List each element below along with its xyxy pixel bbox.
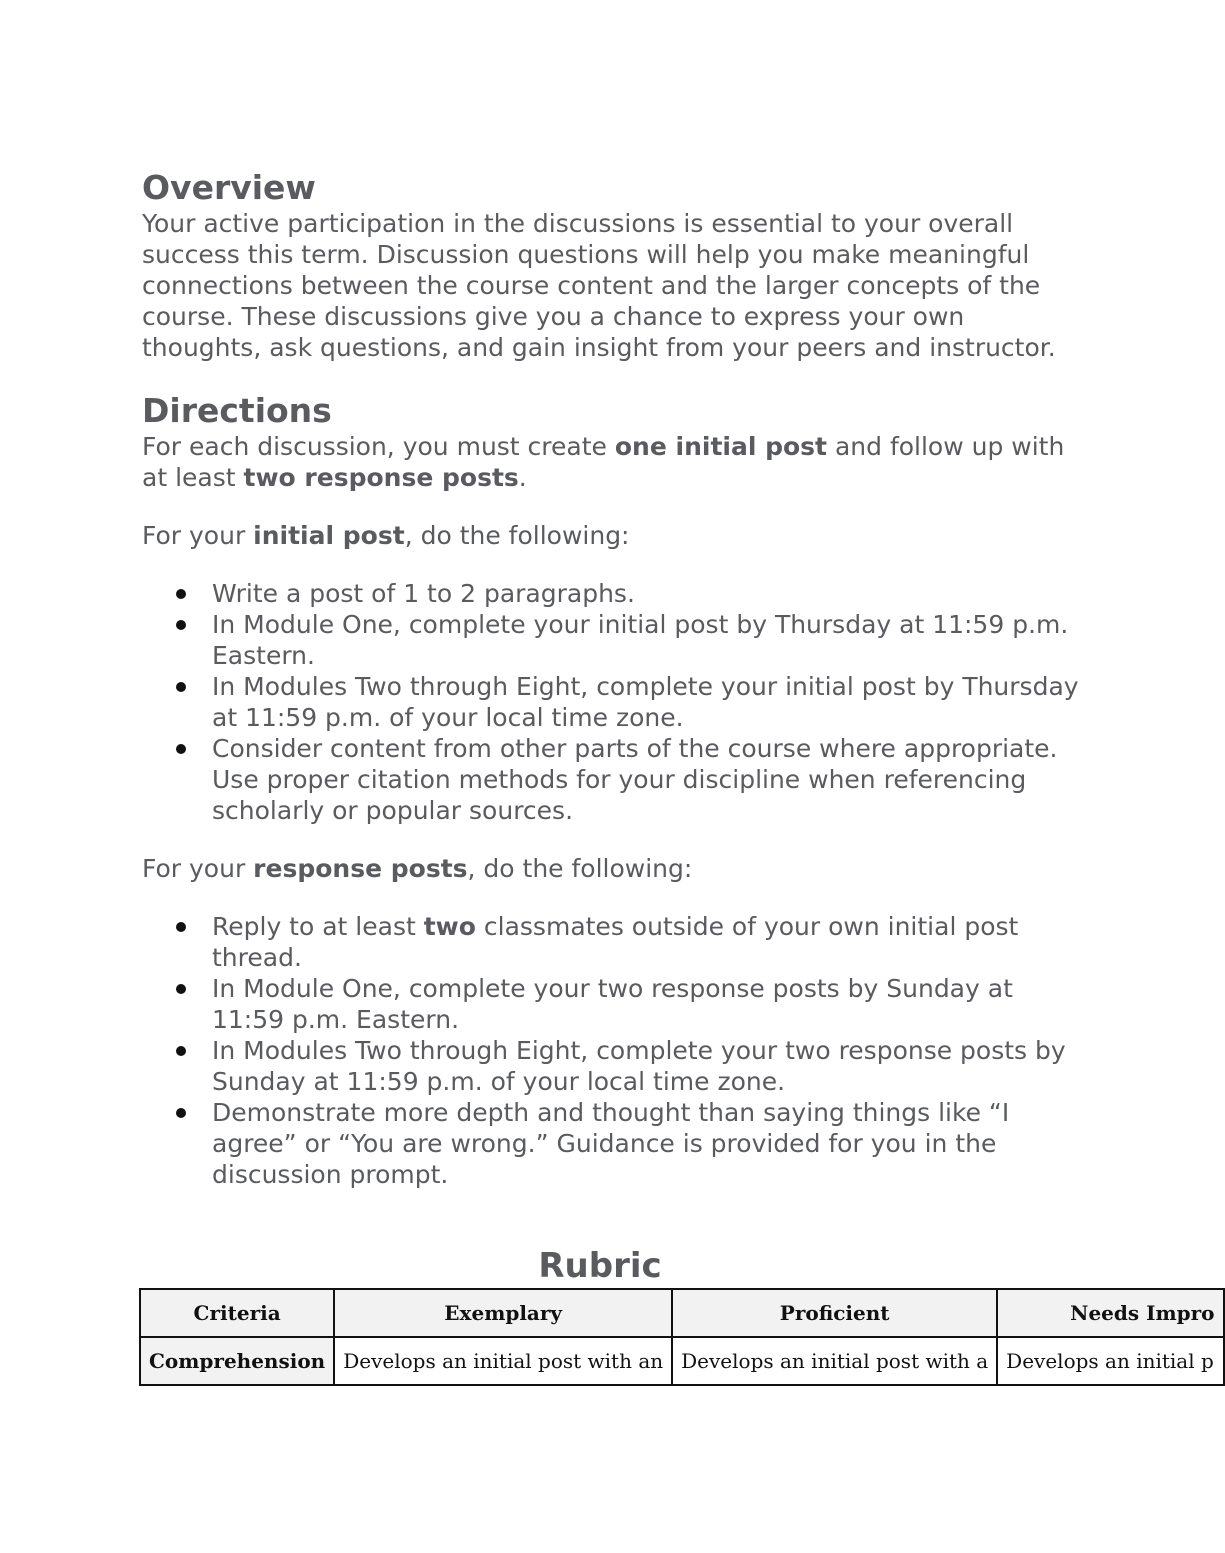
bullet-icon: [176, 589, 186, 599]
response-post-lead: [142, 853, 1082, 884]
response-lead-text: , do the following:: [467, 854, 693, 883]
list-item-text: In Module One, complete your initial post by Thursday at 11:59 p.m. Eastern.: [212, 610, 1069, 670]
column-header-needs-improvement: Needs Impro: [997, 1289, 1223, 1337]
criteria-cell: Comprehension: [140, 1337, 334, 1385]
directions-intro-bold: one initial post: [614, 432, 828, 461]
column-header-exemplary: Exemplary: [334, 1289, 672, 1337]
list-item: [142, 578, 1082, 609]
list-item-text: Reply to at least: [212, 912, 424, 941]
list-item: [142, 733, 1082, 826]
exemplary-cell: Develops an initial post with an: [334, 1337, 672, 1385]
directions-intro-text: and follow up with at least: [142, 432, 1065, 492]
bullet-icon: [176, 620, 186, 630]
response-lead-text: For your: [142, 854, 254, 883]
response-lead-bold: response posts: [253, 854, 468, 883]
list-item-text: In Modules Two through Eight, complete your two response posts by Sunday at 11:59 p.m. of your local time zone.: [212, 1036, 1066, 1096]
needs-improvement-cell: Develops an initial p: [997, 1337, 1223, 1385]
table-row: [140, 1337, 1224, 1385]
list-item-text: Demonstrate more depth and thought than saying things like “I agree” or “You are wrong.” Guidance is provided for you in the discussion prompt.: [212, 1098, 1010, 1189]
bullet-icon: [176, 1046, 186, 1056]
document-page: [142, 168, 1082, 1190]
directions-intro-text: For each discussion, you must create: [142, 432, 615, 461]
column-header-criteria: Criteria: [140, 1289, 334, 1337]
directions-heading: Directions: [142, 391, 332, 430]
list-item-text: classmates outside of your own initial post thread.: [212, 912, 1019, 972]
list-item: [142, 973, 1082, 1035]
overview-paragraph: Your active participation in the discussions is essential to your overall success this term. Discussion questions will help you make meaningful connections between the course content and the larger concepts of the course. These discussions give you a chance to express your own thoughts, ask questions, and gain insight from your peers and instructor.: [142, 209, 1056, 362]
table-header-row: [140, 1289, 1224, 1337]
bullet-icon: [176, 984, 186, 994]
list-item: [142, 609, 1082, 671]
list-item-text: In Modules Two through Eight, complete your initial post by Thursday at 11:59 p.m. of your local time zone.: [212, 672, 1079, 732]
initial-lead-bold: initial post: [253, 521, 405, 550]
bullet-icon: [176, 744, 186, 754]
rubric-heading: Rubric: [538, 1246, 662, 1286]
directions-intro-bold: two response posts: [243, 463, 519, 492]
initial-post-lead: [142, 520, 1082, 551]
initial-lead-text: , do the following:: [404, 521, 630, 550]
directions-intro: [142, 431, 1082, 493]
list-item: [142, 1097, 1082, 1190]
bullet-icon: [176, 682, 186, 692]
initial-lead-text: For your: [142, 521, 254, 550]
list-item: [142, 671, 1082, 733]
proficient-cell: Develops an initial post with a: [672, 1337, 997, 1385]
overview-heading: Overview: [142, 168, 316, 207]
list-item: [142, 911, 1082, 973]
bullet-icon: [176, 922, 186, 932]
initial-post-list: [142, 578, 1082, 826]
bullet-icon: [176, 1108, 186, 1118]
list-item-text: Write a post of 1 to 2 paragraphs.: [212, 579, 635, 608]
directions-intro-text: .: [518, 463, 527, 492]
list-item-text: Consider content from other parts of the course where appropriate. Use proper citation methods for your discipline when referencing scholarly or popular sources.: [212, 734, 1058, 825]
rubric-table: [139, 1288, 1225, 1386]
list-item: [142, 1035, 1082, 1097]
list-item-bold: two: [423, 912, 476, 941]
list-item-text: In Module One, complete your two response posts by Sunday at 11:59 p.m. Eastern.: [212, 974, 1013, 1034]
response-post-list: [142, 911, 1082, 1190]
column-header-proficient: Proficient: [672, 1289, 997, 1337]
